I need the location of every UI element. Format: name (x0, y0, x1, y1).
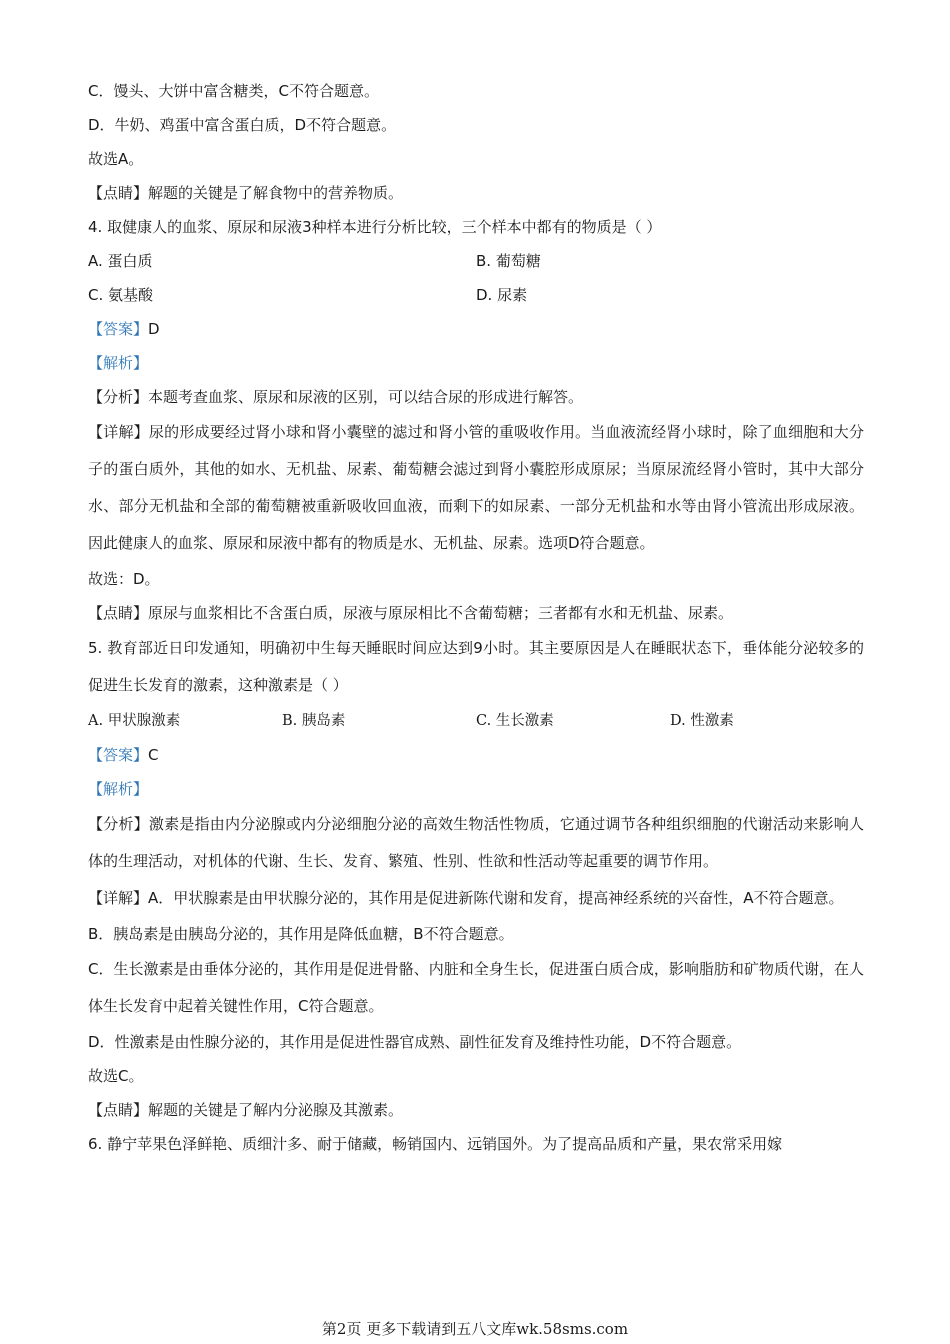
question-5-stem: 5. 教育部近日印发通知，明确初中生每天睡眠时间应达到9小时。其主要原因是人在睡眠状态下，垂体能分泌较多的促进生长发育的激素，这种激素是（ ） (88, 639, 864, 694)
question-5-options (88, 704, 864, 738)
analysis-tag: 【解析】 (88, 780, 149, 798)
question-6-stem: 6. 静宁苹果色泽鲜艳、质细汁多、耐于储藏，畅销国内、远销国外。为了提高品质和产量，果农常采用嫁 (88, 1135, 783, 1153)
question-4-options-row1 (88, 244, 864, 278)
analysis-fenxi: 【分析】激素是指由内分泌腺或内分泌细胞分泌的高效生物活性物质，它通过调节各种组织细胞的代谢活动来影响人体的生理活动，对机体的代谢、生长、发育、繁殖、性别、性欲和性活动等起重要的调节作用。 (88, 815, 864, 870)
answer-tag: 【答案】 (88, 746, 149, 764)
analysis-fenxi: 【分析】本题考查血浆、原尿和尿液的区别，可以结合尿的形成进行解答。 (88, 388, 584, 406)
conclusion: 故选：D。 (88, 570, 160, 588)
option-b: B. 胰岛素 (282, 713, 346, 729)
answer-value: D (148, 320, 160, 338)
answer-line (88, 738, 864, 772)
conclusion: 故选C。 (88, 1067, 144, 1085)
option-c: C. 生长激素 (476, 713, 554, 729)
analysis-c: C．生长激素是由垂体分泌的，其作用是促进骨骼、内脏和全身生长，促进蛋白质合成，影响脂肪和矿物质代谢，在人体生长发育中起着关键性作用，C符合题意。 (88, 960, 864, 1015)
text-line: 故选A。 (88, 150, 144, 168)
text-line: 【点睛】解题的关键是了解食物中的营养物质。 (88, 184, 404, 202)
option-d: D. 性激素 (670, 713, 734, 729)
text-line: C．馒头、大饼中富含糖类，C不符合题意。 (88, 82, 379, 100)
dianjing: 【点睛】解题的关键是了解内分泌腺及其激素。 (88, 1101, 404, 1119)
analysis-b: B．胰岛素是由胰岛分泌的，其作用是降低血糖，B不符合题意。 (88, 925, 514, 943)
question-4-options-row2 (88, 278, 864, 312)
page-footer: 第2页 更多下载请到五八文库wk.58sms.com (321, 1320, 629, 1338)
text-line: D．牛奶、鸡蛋中富含蛋白质，D不符合题意。 (88, 116, 397, 134)
dianjing: 【点睛】原尿与血浆相比不含蛋白质，尿液与原尿相比不含葡萄糖；三者都有水和无机盐、尿素。 (88, 604, 734, 622)
option-c: C. 氨基酸 (88, 286, 154, 304)
option-a: A. 蛋白质 (88, 252, 153, 270)
answer-value: C (148, 746, 159, 764)
option-d: D. 尿素 (476, 286, 528, 304)
answer-line (88, 312, 864, 346)
option-a: A. 甲状腺激素 (88, 713, 181, 729)
analysis-xiangjie-a: 【详解】A．甲状腺素是由甲状腺分泌的，其作用是促进新陈代谢和发育，提高神经系统的兴奋性，A不符合题意。 (88, 889, 844, 907)
option-b: B. 葡萄糖 (476, 252, 541, 270)
document-body (88, 78, 864, 1161)
question-4-stem: 4. 取健康人的血浆、原尿和尿液3种样本进行分析比较，三个样本中都有的物质是（ ） (88, 218, 662, 236)
answer-tag: 【答案】 (88, 320, 149, 338)
analysis-d: D．性激素是由性腺分泌的，其作用是促进性器官成熟、副性征发育及维持性功能，D不符合题意。 (88, 1033, 742, 1051)
analysis-xiangjie: 【详解】尿的形成要经过肾小球和肾小囊壁的滤过和肾小管的重吸收作用。当血液流经肾小球时，除了血细胞和大分子的蛋白质外，其他的如水、无机盐、尿素、葡萄糖会滤过到肾小囊腔形成原尿；当原尿流经肾小管时，其中大部分水、部分无机盐和全部的葡萄糖被重新吸收回血液，而剩下的如尿素、一部分无机盐和水等由肾小管流出形成尿液。因此健康人的血浆、原尿和尿液中都有的物质是水、无机盐、尿素。选项D符合题意。 (88, 423, 864, 552)
analysis-tag: 【解析】 (88, 354, 149, 372)
